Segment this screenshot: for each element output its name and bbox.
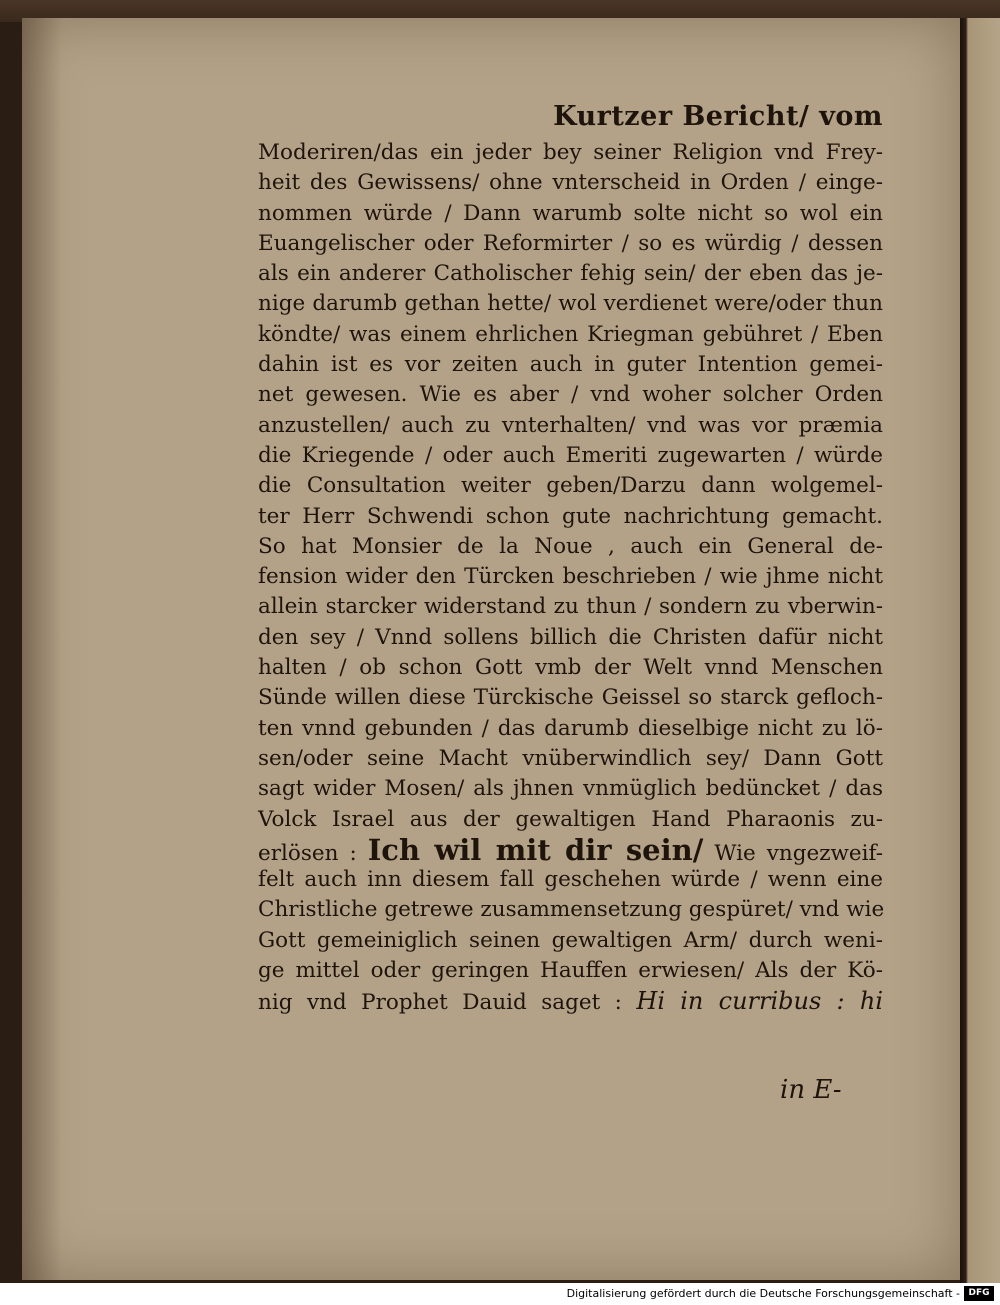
text-line: anzustellen/ auch zu vnterhalten/ vnd was vor præmia bbox=[258, 412, 883, 438]
text-line: felt auch inn diesem fall geschehen würde / wenn eine bbox=[258, 867, 883, 893]
text-line: dahin ist es vor zeiten auch in guter Intention gemei- bbox=[258, 352, 883, 378]
text-line: allein starcker widerstand zu thun / sondern zu vberwin- bbox=[258, 594, 883, 620]
text-line: Sünde willen diese Türckische Geissel so starck gefloch- bbox=[258, 685, 883, 711]
text-line: So hat Monsier de la Noue , auch ein General de- bbox=[258, 533, 883, 559]
text-segment: erlösen : bbox=[258, 840, 357, 866]
text-lines-continued bbox=[258, 865, 883, 986]
page-text bbox=[258, 100, 883, 1017]
text-line: als ein anderer Catholischer fehig sein/ der eben das je- bbox=[258, 261, 883, 287]
footer-bar bbox=[0, 1283, 1000, 1305]
text-line: sagt wider Mosen/ als jhnen vnmüglich bedüncket / das bbox=[258, 776, 883, 802]
emphasized-quote: Ich wil mit dir sein/ bbox=[367, 832, 704, 867]
dfg-logo: DFG bbox=[964, 1286, 994, 1301]
text-line-last bbox=[258, 986, 883, 1016]
text-line: die Kriegende / oder auch Emeriti zugewarten / würde bbox=[258, 442, 883, 468]
text-line: köndte/ was einem ehrlichen Kriegman gebühret / Eben bbox=[258, 321, 883, 347]
text-line: halten / ob schon Gott vmb der Welt vnnd Menschen bbox=[258, 655, 883, 681]
text-line: net gewesen. Wie es aber / vnd woher solcher Orden bbox=[258, 382, 883, 408]
text-line: Volck Israel aus der gewaltigen Hand Pharaonis zu- bbox=[258, 806, 883, 832]
running-header: Kurtzer Bericht/ vom bbox=[553, 101, 883, 132]
text-line: Christliche getrewe zusammensetzung gespüret/ vnd wie bbox=[258, 897, 885, 923]
text-line: ter Herr Schwendi schon gute nachrichtung gemacht. bbox=[258, 503, 883, 529]
page-gutter-shadow bbox=[22, 18, 62, 1280]
text-line: nige darumb gethan hette/ wol verdienet were/oder thun bbox=[258, 291, 883, 317]
text-line-emphasis bbox=[258, 832, 883, 867]
next-page-edge bbox=[960, 18, 1000, 1283]
text-segment: nig vnd Prophet Dauid saget : bbox=[258, 990, 622, 1016]
text-line: ge mittel oder geringen Hauffen erwiesen/ Als der Kö- bbox=[258, 958, 883, 984]
text-line: den sey / Vnnd sollens billich die Christen dafür nicht bbox=[258, 624, 883, 650]
text-line: Moderiren/das ein jeder bey seiner Religion vnd Frey- bbox=[258, 140, 883, 165]
text-line: Gott gemeiniglich seinen gewaltigen Arm/ durch weni- bbox=[258, 927, 883, 953]
text-line: nommen würde / Dann warumb solte nicht so wol ein bbox=[258, 200, 883, 226]
text-line: ten vnnd gebunden / das darumb dieselbige nicht zu lö- bbox=[258, 715, 883, 741]
text-line: sen/oder seine Macht vnüberwindlich sey/ Dann Gott bbox=[258, 745, 883, 771]
text-line: heit des Gewissens/ ohne vnterscheid in Orden / einge- bbox=[258, 170, 883, 196]
latin-quote: Hi in curribus : hi bbox=[636, 987, 883, 1016]
funding-note: Digitalisierung gefördert durch die Deutsche Forschungsgemeinschaft - bbox=[566, 1287, 960, 1300]
text-line: die Consultation weiter geben/Darzu dann wolgemel- bbox=[258, 473, 883, 499]
text-segment: Wie vngezweif- bbox=[714, 840, 883, 866]
text-lines bbox=[258, 138, 883, 835]
text-line: Euangelischer oder Reformirter / so es würdig / dessen bbox=[258, 230, 883, 256]
catchword: in E- bbox=[780, 1075, 842, 1105]
text-line: fension wider den Türcken beschrieben / wie jhme nicht bbox=[258, 564, 883, 590]
